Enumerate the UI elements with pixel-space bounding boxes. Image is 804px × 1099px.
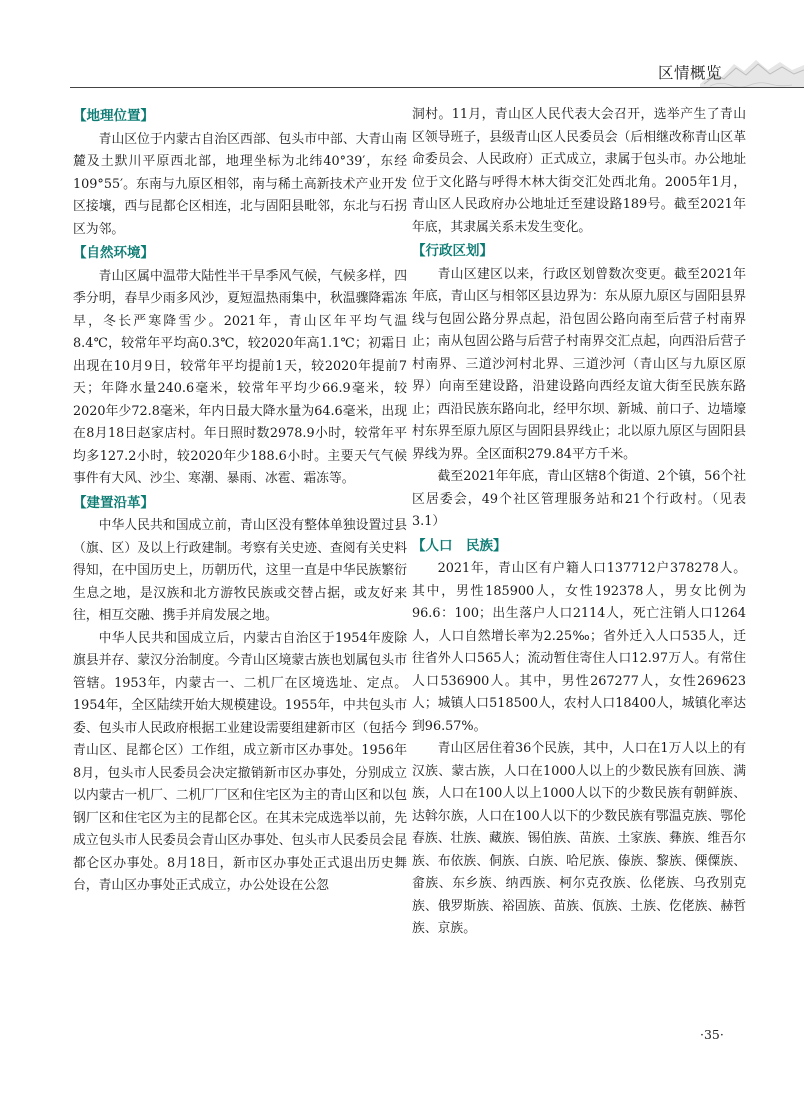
right-column [412, 104, 746, 941]
paragraph-history-2: 中华人民共和国成立后，内蒙古自治区于1954年废除旗县并存、蒙汉分治制度。今青山区境蒙古族也划属包头市管辖。1953年，内蒙古一、二机厂在区境选址、定点。1954年，全区陆续开始大规模建设。1955年，中共包头市委、包头市人民政府根据工业建设需要组建新市区（包括今青山区、昆都仑区）工作组，成立新市区办事处。1956年8月，包头市人民委员会决定撤销新市区办事处，分别成立以内蒙古一机厂、二机厂厂区和住宅区为主的青山区和以包钢厂区和住宅区为主的昆都仑区。在其未完成选举以前，先成立包头市人民委员会青山区办事处、包头市人民委员会昆都仑区办事处。8月18日，新市区办事处正式退出历史舞台，青山区办事处正式成立，办公处设在公忽 [73, 630, 407, 893]
section-heading-administrative-division: 【行政区划】 [412, 243, 493, 259]
paragraph-ethnicity: 青山区居住着36个民族，其中，人口在1万人以上的有汉族、蒙古族，人口在1000人以上的少数民族有回族、满族，人口在100人以上1000人以下的少数民族有朝鲜族、达斡尔族，人口在100人以下的少数民族有鄂温克族、鄂伦春族、壮族、藏族、锡伯族、苗族、土家族、彝族、维吾尔族、布依族、侗族、白族、哈尼族、傣族、黎族、傈僳族、畲族、东乡族、纳西族、柯尔克孜族、仫佬族、乌孜别克族、俄罗斯族、裕固族、苗族、佤族、土族、仡佬族、赫哲族、京族。 [412, 741, 746, 936]
paragraph-division-1: 青山区建区以来，行政区划曾数次变更。截至2021年年底，青山区与相邻区县边界为：东从原九原区与固阳县界线与包固公路分界点起，沿包固公路向南至后营子村南界止；南从包固公路与后营子村南界交汇点起，向西沿后营子村南界、三道沙河村北界、三道沙河（青山区与九原区原界）向南至建设路，沿建设路向西经友谊大街至民族东路止；西沿民族东路向北，经甲尔坝、新城、前口子、边墙壕村东界至原九原区与固阳县界线止；北以原九原区与固阳县界线为界。全区面积279.84平方千米。 [412, 266, 746, 462]
paragraph-population: 2021年，青山区有户籍人口137712户378278人。其中，男性185900人，女性192378人，男女比例为96.6：100；出生落户人口2114人，死亡注销人口1264人，人口自然增长率为2.25‰；省外迁入人口535人，迁往省外人口565人；流动暂住寄住人口12.97万人。有常住人口536900人。其中，男性267277人，女性269623人；城镇人口518500人，农村人口18400人，城镇化率达到96.57%。 [412, 561, 746, 734]
paragraph-history-1: 中华人民共和国成立前，青山区没有整体单独设置过县（旗、区）及以上行政建制。考察有关史迹、查阅有关史料得知，在中国历史上，历朝历代，这里一直是中华民族繁衍生息之地，是汉族和北方游牧民族或交替占据，或友好来往，相互交融、携手并肩发展之地。 [73, 518, 407, 623]
paragraph-environment: 青山区属中温带大陆性半干旱季风气候，气候多样，四季分明，春旱少雨多风沙，夏短温热雨集中，秋温骤降霜冻早，冬长严寒降雪少。2021年，青山区年平均气温8.4℃，较常年平均高0.3℃，较2020年高1.1℃；初霜日出现在10月9日，较常年平均提前1天，较2020年提前7天；年降水量240.6毫米，较常年平均少66.9毫米，较2020年少72.8毫米，年内日最大降水量为64.6毫米，出现在8月18日赵家店村。年日照时数2978.9小时，较常年平均多127.2小时，较2020年少188.6小时。主要天气气候事件有大风、沙尘、寒潮、暴雨、冰雹、霜冻等。 [73, 268, 407, 486]
paragraph-history-continued: 洞村。11月，青山区人民代表大会召开，选举产生了青山区领导班子，县级青山区人民委员会（后相继改称青山区革命委员会、人民政府）正式成立，隶属于包头市。办公地址位于文化路与呼得木林大街交汇处西北角。2005年1月，青山区人民政府办公地址迁至建设路189号。截至2021年年底，其隶属关系未发生变化。 [412, 107, 746, 235]
paragraph-location: 青山区位于内蒙古自治区西部、包头市中部、大青山南麓及土默川平原西北部，地理坐标为北纬40°39′，东经109°55′。东南与九原区相邻，南与稀土高新技术产业开发区接壤，西与昆都仑区相连，北与固阳县毗邻，东北与石拐区为邻。 [73, 131, 407, 237]
page-number: ·35· [700, 1027, 724, 1042]
left-column [73, 104, 407, 898]
section-heading-history: 【建置沿革】 [73, 494, 154, 511]
section-heading-population-ethnicity: 【人口 民族】 [412, 537, 507, 554]
paragraph-division-2: 截至2021年年底，青山区辖8个街道、2个镇，56个社区居委会，49个社区管理服务站和21个行政村。（见表3.1） [412, 469, 746, 529]
section-heading-location: 【地理位置】 [73, 108, 154, 124]
header-divider [70, 87, 804, 88]
header-title: 区情概览 [657, 64, 722, 82]
section-heading-environment: 【自然环境】 [73, 245, 154, 261]
